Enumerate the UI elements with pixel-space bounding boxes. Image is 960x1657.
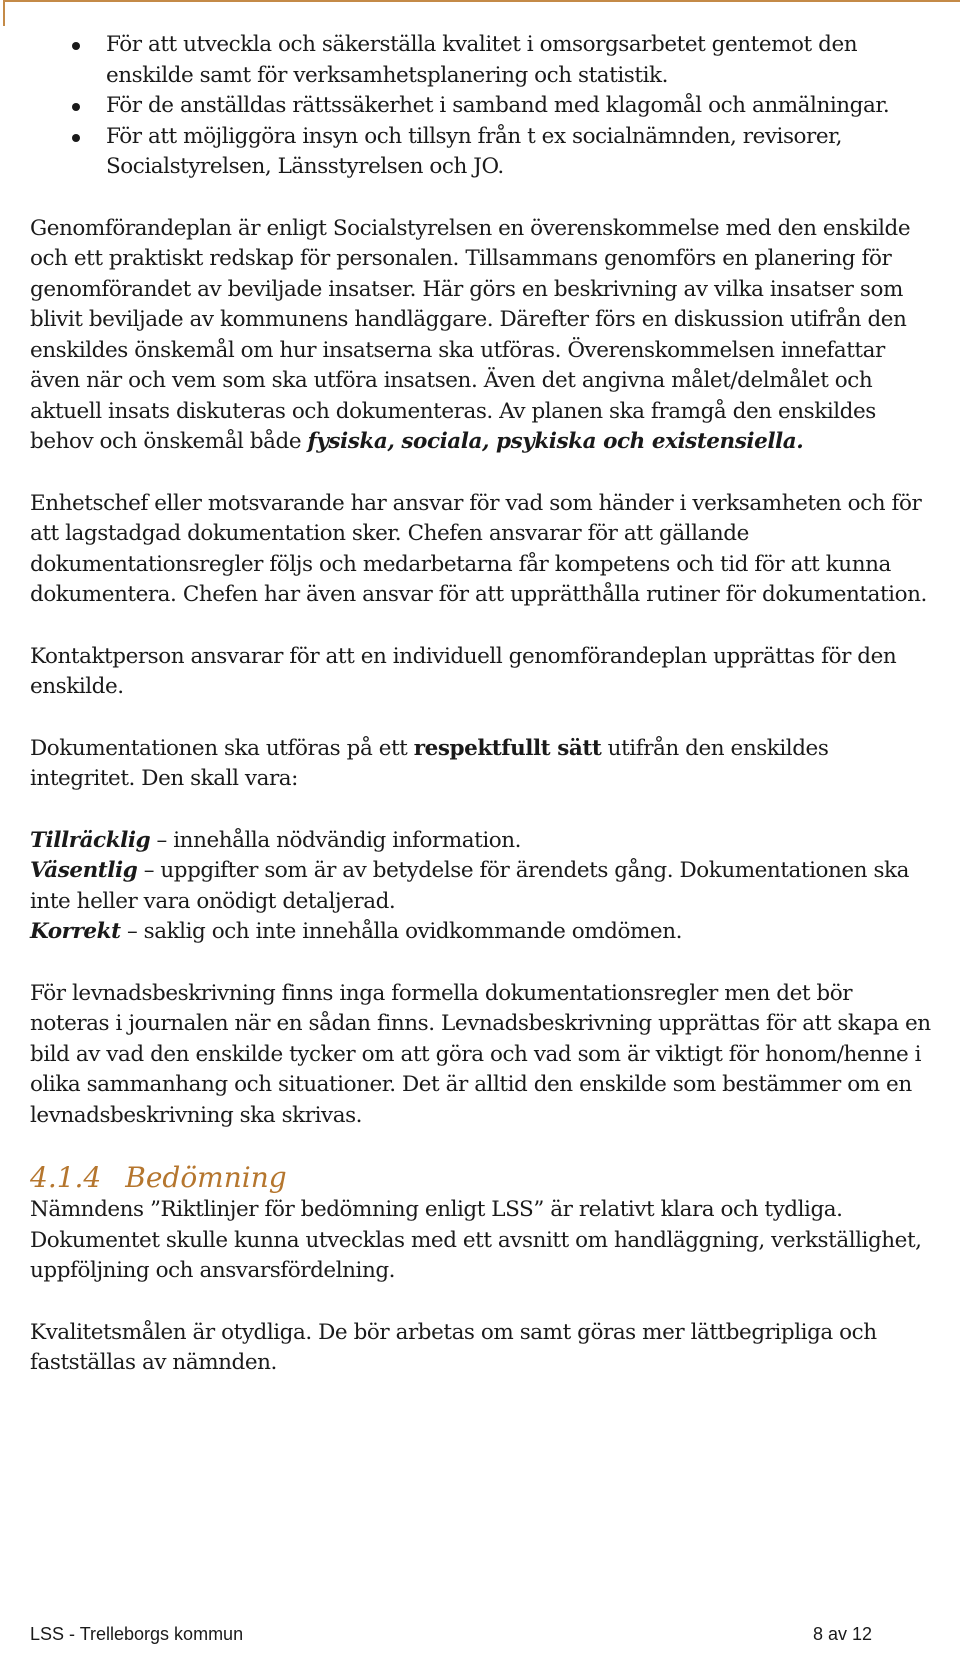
footer-document-title: LSS - Trelleborgs kommun: [30, 1624, 244, 1644]
paragraph-dokumentationen: [30, 734, 935, 795]
paragraph-text: Dokumentationen ska utföras på ett: [30, 735, 414, 761]
section-heading: [30, 1161, 935, 1195]
paragraph-text: Genomförandeplan är enligt Socialstyrelsen en överenskommelse med den enskilde och ett praktiskt redskap för personalen. Tillsammans genomförs en planering för genomförandet av beviljade insatser. Här görs en beskrivning av vilka insatser som blivit beviljade av kommunens handläggare. Därefter förs en diskussion utifrån den enskildes önskemål om hur insatserna ska utföras. Överenskommelsen innefattar även när och vem som ska utföra insatsen. Även det angivna målet/delmålet och aktuell insats diskuteras och dokumenteras. Av planen ska framgå den enskildes behov och önskemål både: [30, 215, 911, 454]
criterion-item: [30, 826, 935, 857]
section-number: 4.1.4: [30, 1161, 102, 1194]
criteria-list: [30, 826, 935, 948]
bullet-text: För att utveckla och säkerställa kvalitet i omsorgsarbetet gentemot den enskilde samt för verksamhetsplanering och statistik.: [106, 32, 858, 88]
bullet-item: [30, 30, 935, 91]
bullet-dot-icon: [72, 103, 80, 111]
criterion-item: [30, 917, 935, 948]
section-title: Bedömning: [125, 1161, 287, 1194]
bullet-dot-icon: [72, 134, 80, 142]
bold-text: respektfullt sätt: [413, 735, 602, 761]
paragraph-text: utifrån den enskildes integritet. Den skall vara:: [30, 735, 829, 791]
bullet-text: För att möjliggöra insyn och tillsyn från t ex socialnämnden, revisorer, Socialstyrelsen, Länsstyrelsen och JO.: [106, 123, 842, 179]
page-footer: [30, 1624, 872, 1645]
footer-page-number: 8 av 12: [812, 1624, 872, 1644]
criterion-term: Väsentlig: [30, 858, 138, 883]
criterion-term: Korrekt: [30, 919, 121, 944]
criterion-desc: – saklig och inte innehålla ovidkommande omdömen.: [120, 919, 682, 944]
page-corner-rule: [3, 0, 960, 26]
bullet-item: [30, 91, 935, 122]
criterion-desc: – uppgifter som är av betydelse för ärendets gång. Dokumentationen ska inte heller vara onödigt detaljerad.: [30, 858, 909, 914]
criterion-term: Tillräcklig: [30, 827, 151, 853]
bullet-dot-icon: [72, 42, 80, 50]
criterion-desc: – innehålla nödvändig information.: [150, 827, 522, 853]
paragraph-levnadsbeskrivning: För levnadsbeskrivning finns inga formella dokumentationsregler men det bör noteras i journalen när en sådan finns. Levnadsbeskrivning upprättas för att skapa en bild av vad den enskilde tycker om att göra och vad som är viktigt för honom/henne i olika sammanhang och situationer. Det är alltid den enskilde som bestämmer om en levnadsbeskrivning ska skrivas.: [30, 980, 931, 1128]
bullet-list: [30, 30, 935, 183]
paragraph-genomforandeplan: [30, 214, 935, 458]
emphasis-text: fysiska, sociala, psykiska och existensiella.: [307, 429, 804, 454]
paragraph-kvalitetsmalen: Kvalitetsmålen är otydliga. De bör arbetas om samt göras mer lättbegripliga och fastställas av nämnden.: [30, 1319, 877, 1375]
document-body: [30, 30, 935, 1379]
bullet-item: [30, 122, 935, 183]
paragraph-kontaktperson: Kontaktperson ansvarar för att en individuell genomförandeplan upprättas för den enskilde.: [30, 643, 897, 699]
paragraph-namndens: Nämndens ”Riktlinjer för bedömning enligt LSS” är relativt klara och tydliga. Dokumentet skulle kunna utvecklas med ett avsnitt om handläggning, verkställighet, uppföljning och ansvarsfördelning.: [30, 1197, 922, 1283]
criterion-item: [30, 856, 935, 917]
paragraph-enhetschef: Enhetschef eller motsvarande har ansvar för vad som händer i verksamheten och för att lagstadgad dokumentation sker. Chefen ansvarar för att gällande dokumentationsregler följs och medarbetarna får kompetens och tid för att kunna dokumentera. Chefen har även ansvar för att upprätthålla rutiner för dokumentation.: [30, 490, 927, 607]
bullet-text: För de anställdas rättssäkerhet i samband med klagomål och anmälningar.: [106, 93, 890, 118]
